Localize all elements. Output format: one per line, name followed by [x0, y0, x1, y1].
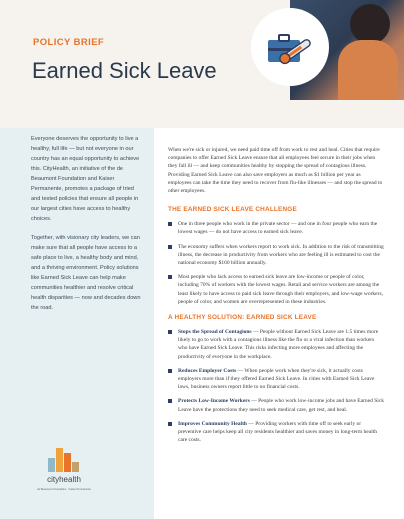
logo-name: cityhealth [47, 475, 81, 484]
logo-bars-icon [48, 448, 82, 472]
solution-label: Protects Low-Income Workers [178, 398, 250, 405]
solution-text: — People without Earned Sick Leave are 1.5 times more likely to go to work with a contagious illness like the flu or a viral infection than workers who have Earned Sick Leave. This risks infecting more employees and affecting the productivity of everyone in the workplace. [178, 329, 379, 360]
challenge-heading: THE EARNED SICK LEAVE CHALLENGE [168, 206, 297, 214]
policy-brief-label: POLICY BRIEF [33, 37, 105, 48]
challenge-text: The economy suffers when workers report to work sick. In addition to the risk of transmitting illness, the decrease in productivity from workers who are feeling ill is estimated to cost the national economy $160 billion annually. [178, 243, 384, 267]
solution-text: — People who work low-income jobs and have Earned Sick Leave have the protections they need to seek medical care, get rest, and heal. [178, 398, 385, 413]
challenge-text: Most people who lack access to earned sick leave are low-income or people of color, including 70% of workers with the lowest wages. Retail and service workers are among the least likely to have access to paid sick leave through their employers, and low-wage workers, people of color, and women are overrepresented in these industries. [178, 274, 383, 305]
bullet-icon [168, 245, 172, 249]
list-item [168, 273, 384, 306]
list-item [168, 420, 384, 445]
bullet-icon [168, 330, 172, 334]
solution-text: — When people work when they're sick, it actually costs employers more than if they offered Earned Sick Leave. In cities with Earned Sick Leave laws, business owners report little to no financial costs. [178, 367, 375, 391]
bullet-icon [168, 222, 172, 226]
list-item [168, 367, 384, 392]
sidebar-paragraph: Everyone deserves the opportunity to live a healthy, full life — but not everyone in our country has an equal opportunity to achieve this. CityHealth, an initiative of the de Beaumont Foundation and Kaiser Permanente, promotes a package of tried and tested policies that ensure all people in our largest cities have access to healthy choices. [31, 136, 140, 222]
sick-icon-badge [253, 10, 327, 84]
briefcase-thermometer-icon [253, 10, 327, 84]
list-item [168, 220, 384, 236]
bullet-icon [168, 422, 172, 426]
photo-person-head [350, 4, 390, 44]
challenge-text: One in three people who work in the private sector — and one in four people who earn the lowest wages — do not have access to earned sick leave. [178, 221, 378, 236]
main-content [168, 146, 384, 450]
solution-heading: A HEALTHY SOLUTION: EARNED SICK LEAVE [168, 314, 317, 322]
solution-list [168, 328, 384, 444]
challenge-list [168, 220, 384, 306]
bullet-icon [168, 369, 172, 373]
photo-person-body [338, 40, 398, 100]
cityhealth-logo [34, 448, 94, 504]
list-item [168, 243, 384, 268]
bullet-icon [168, 399, 172, 403]
sidebar-paragraph: Together, with visionary city leaders, we can make sure that all people have access to a safe place to live, a healthy body and mind, and a thriving environment. Policy solutions like Earned Sick Leave can help make communities healthier and resolve critical health disparities — now and decades down the road. [31, 235, 141, 311]
solution-label: Improves Community Health [178, 420, 247, 427]
solution-text: — Providing workers with time off to seek early or preventive care helps keep all city residents healthier and saves money in long-term health care costs. [178, 420, 377, 444]
solution-label: Reduces Employer Costs [178, 367, 237, 374]
intro-paragraph: When we're sick or injured, we need paid time off from work to rest and heal. Cities that require companies to offer Earned Sick Leave ensure that all employees feel secure in their jobs when they fall ill — and keep communities healthy by stopping the spread of contagious illness. Providing Earned Sick Leave can also save employers as much as $1 billion per year as employees can take the time they need to recover from flu-like illnesses — and stop the spread to other employees. [168, 147, 383, 195]
logo-subtitle: de Beaumont Foundation · Kaiser Permanente [37, 488, 91, 491]
list-item [168, 328, 384, 361]
bullet-icon [168, 275, 172, 279]
sidebar-text [31, 134, 141, 322]
page-title: Earned Sick Leave [32, 58, 217, 83]
list-item [168, 397, 384, 413]
solution-label: Stops the Spread of Contagions [178, 329, 252, 336]
